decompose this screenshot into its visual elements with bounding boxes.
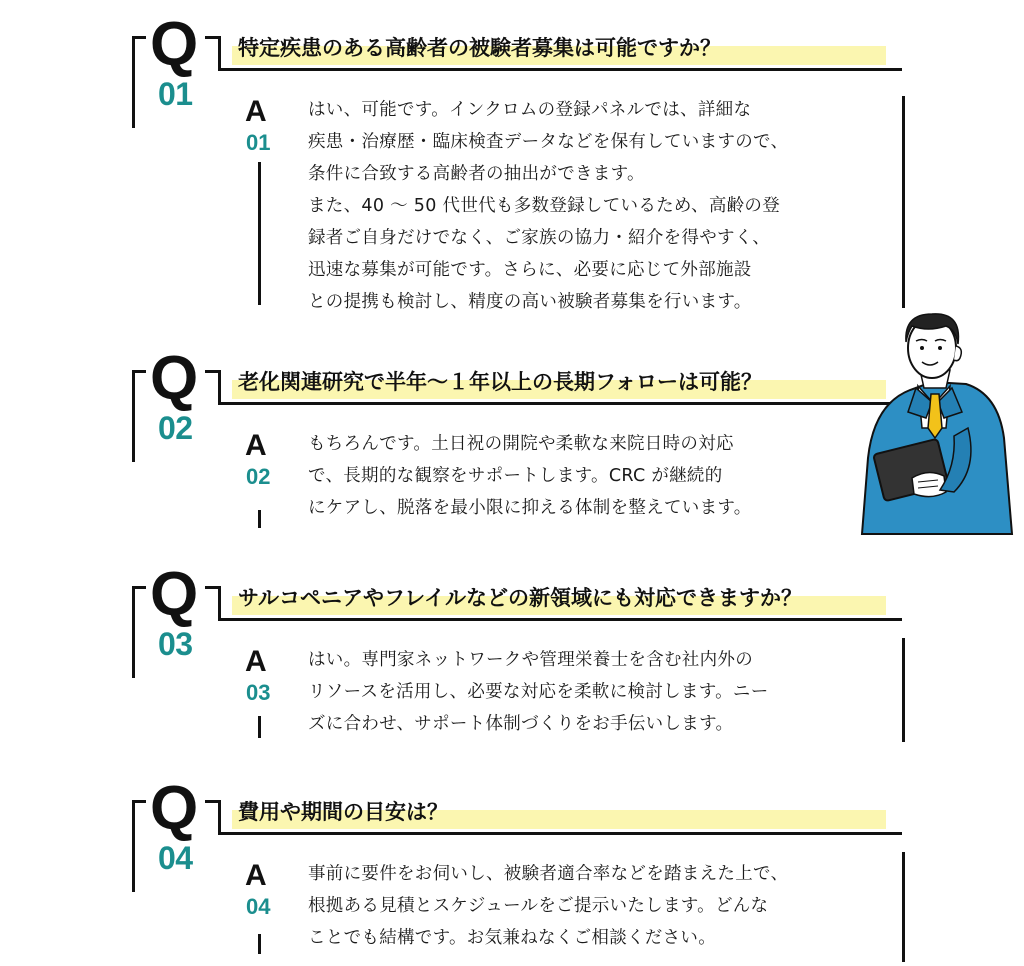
faq-item-1 [0,0,1024,320]
bracket-left [132,800,135,892]
answer-text: はい、可能です。インクロムの登録パネルでは、詳細な 疾患・治療歴・臨床検査データなどを保有していますので、 条件に合致する高齢者の抽出ができます。 また、40 ～ 50 代世代も多数登録しているため、高齢の登 録者ご自身だけでなく、ご家族の協力・紹介を得やすく、 迅速な募集が可能です。さらに、必要に応じて外部施設 との提携も検討し、精度の高い被験者募集を行います。 [308,100,789,312]
answer-label: A [245,95,267,128]
answer-right-line [902,852,905,962]
answer-number: 03 [246,680,271,705]
answer-divider [258,716,261,738]
question-text: 特定疾患のある高齢者の被験者募集は可能ですか？ [238,36,721,60]
question-label: Q [150,10,199,79]
question-text: 老化関連研究で半年～１年以上の長期フォローは可能？ [238,370,762,394]
bracket-tick [205,370,219,373]
bracket-tick [205,36,219,39]
bracket-right [218,800,221,834]
question-text: 費用や期間の目安は？ [238,800,448,824]
question-number: 02 [158,410,193,446]
question-label: Q [150,344,199,413]
bracket-left [132,370,135,462]
answer-divider [258,510,261,528]
bracket-top [132,370,146,373]
bracket-top [132,36,146,39]
question-number: 04 [158,840,193,876]
faq-item-3 [0,550,1024,750]
bracket-right [218,370,221,404]
question-text: サルコペニアやフレイルなどの新領域にも対応できますか？ [238,586,803,610]
question-label: Q [150,774,199,843]
question-underline [218,402,902,405]
bracket-left [132,36,135,128]
bracket-right [218,36,221,70]
answer-label: A [245,645,267,678]
question-label: Q [150,560,199,629]
question-underline [218,618,902,621]
answer-text: もちろんです。土日祝の開院や柔軟な来院日時の対応 で、長期的な観察をサポートします。CRC が継続的 にケアし、脱落を最小限に抑える体制を整えています。 [308,434,752,518]
bracket-top [132,586,146,589]
faq-item-4 [0,764,1024,964]
bracket-tick [205,586,219,589]
bracket-tick [205,800,219,803]
answer-number: 04 [246,894,271,919]
question-number: 01 [158,76,193,112]
answer-divider [258,162,261,305]
answer-divider [258,934,261,954]
businessman-with-tablet-icon [858,308,1018,536]
answer-number: 01 [246,130,271,155]
question-underline [218,68,902,71]
bracket-left [132,586,135,678]
answer-right-line [902,96,905,308]
question-underline [218,832,902,835]
answer-text: はい。専門家ネットワークや管理栄養士を含む社内外の リソースを活用し、必要な対応を柔軟に検討します。ニー ズに合わせ、サポート体制づくりをお手伝いします。 [308,650,769,734]
bracket-right [218,586,221,620]
answer-right-line [902,638,905,742]
answer-text: 事前に要件をお伺いし、被験者適合率などを踏まえた上で、 根拠ある見積とスケジュールをご提示いたします。どんな ことでも結構です。お気兼ねなくご相談ください。 [308,864,789,948]
bracket-top [132,800,146,803]
question-number: 03 [158,626,193,662]
answer-label: A [245,429,267,462]
answer-label: A [245,859,267,892]
answer-number: 02 [246,464,271,489]
